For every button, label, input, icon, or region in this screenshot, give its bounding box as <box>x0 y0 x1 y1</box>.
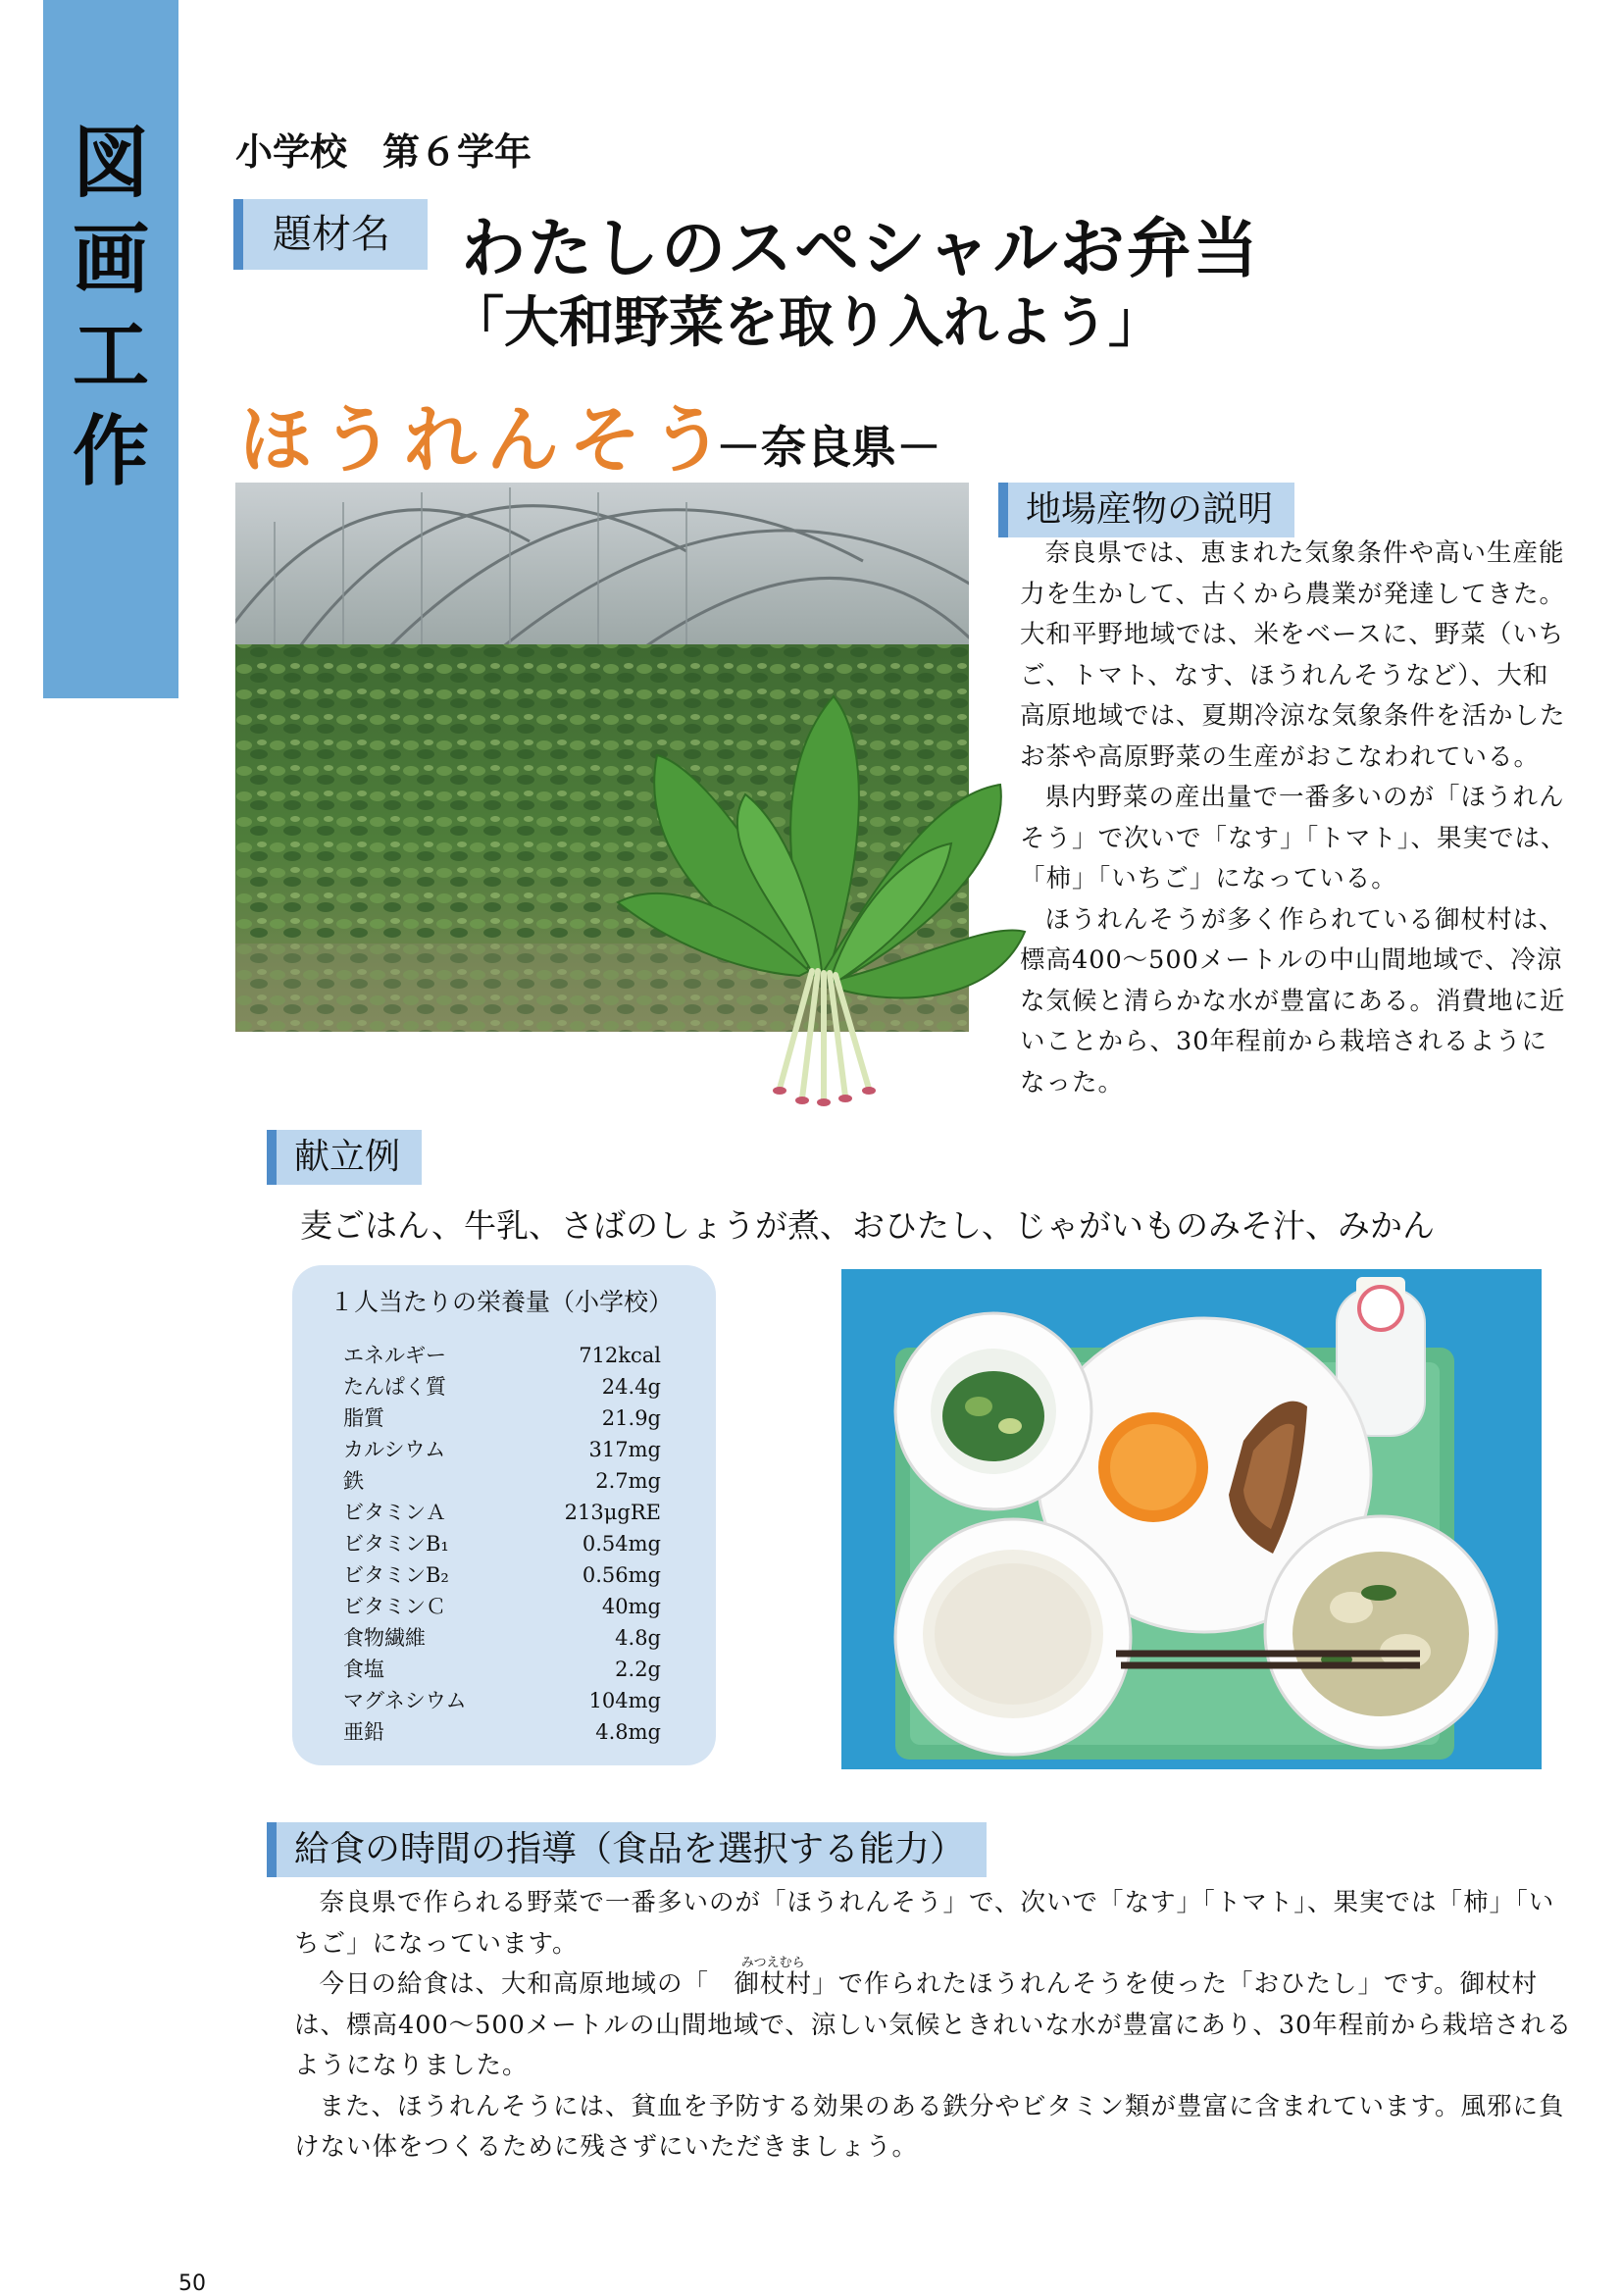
page-number: 50 <box>178 2271 206 2296</box>
nutrition-row <box>343 1716 661 1748</box>
nutrient-name: 食塩 <box>343 1658 384 1681</box>
nutrient-value: 104mg <box>588 1689 661 1712</box>
nutrient-name: 脂質 <box>343 1406 384 1430</box>
nutrition-row <box>343 1340 661 1371</box>
local-products-text <box>1020 534 1569 1103</box>
nutrient-value: 0.54mg <box>582 1532 661 1556</box>
subject-char: 作 <box>72 407 149 496</box>
guidance-text <box>294 1883 1579 2168</box>
vegetable-name: ほうれんそう <box>239 398 734 483</box>
nutrient-name: 亜鉛 <box>343 1720 384 1744</box>
nutrient-value: 40mg <box>601 1595 661 1618</box>
nutrient-value: 4.8g <box>615 1626 661 1650</box>
paragraph: ほうれんそうが多く作られている御杖村は、標高400～500メートルの中山間地域で、冷涼な気候と清らかな水が豊富にある。消費地に近いことから、30年程前から栽培されるようになった。 <box>1020 904 1566 1097</box>
nutrition-row <box>343 1528 661 1559</box>
nutrition-title: １人当たりの栄養量（小学校） <box>329 1288 674 1316</box>
nutrient-value: 0.56mg <box>582 1563 661 1587</box>
prefecture-name: －奈良県－ <box>716 421 941 474</box>
nutrient-name: 食物繊維 <box>343 1626 426 1650</box>
guidance-heading: 給食の時間の指導（食品を選択する能力） <box>267 1822 987 1877</box>
paragraph: 奈良県で作られる野菜で一番多いのが「ほうれんそう」で、次いで「なす」「トマト」、果実では「柿」「いちご」になっています。 <box>294 1888 1555 1959</box>
grade-line <box>235 122 532 176</box>
subject-char: 画 <box>72 215 149 304</box>
nutrient-name: ビタミンB₁ <box>343 1532 449 1556</box>
nutrient-value: 2.2g <box>615 1658 661 1681</box>
nutrition-row <box>343 1685 661 1716</box>
nutrition-table <box>343 1340 661 1748</box>
nutrient-value: 2.7mg <box>595 1469 661 1493</box>
nutrient-value: 213μgRE <box>564 1501 661 1524</box>
nutrient-name: ビタミンB₂ <box>343 1563 449 1587</box>
nutrient-name: マグネシウム <box>343 1689 467 1712</box>
nutrition-row <box>343 1497 661 1528</box>
nutrient-value: 4.8mg <box>595 1720 661 1744</box>
spinach-photo <box>579 677 1030 1108</box>
nutrient-value: 712kcal <box>579 1344 661 1367</box>
nutrition-row <box>343 1591 661 1622</box>
paragraph <box>294 1956 1579 2087</box>
nutrient-name: カルシウム <box>343 1438 446 1461</box>
text-segment: 今日の給食は、大和高原地域の「 <box>319 1969 710 1999</box>
text-segment: 」で作られたほうれんそうを使った「おひたし」です。御杖村は、標高400～500メートルの山間地域で、涼しい気候ときれいな水が豊富にあり、30年程前から栽培されるようになりました。 <box>294 1969 1573 2080</box>
nutrient-name: ビタミンＣ <box>343 1595 446 1618</box>
paragraph: 奈良県では、恵まれた気象条件や高い生産能力を生かして、古くから農業が発達してきた。大和平野地域では、米をベースに、野菜（いちご、トマト、なす、ほうれんそうなど）、大和高原地域では、夏期冷涼な気象条件を活かしたお茶や高原野菜の生産がおこなわれている。 <box>1020 538 1566 772</box>
local-products-heading: 地場産物の説明 <box>998 483 1294 537</box>
nutrition-row <box>343 1371 661 1403</box>
nutrition-row <box>343 1622 661 1654</box>
nutrient-name: ビタミンＡ <box>343 1501 446 1524</box>
paragraph: また、ほうれんそうには、貧血を予防する効果のある鉄分やビタミン類が豊富に含まれています。風邪に負けない体をつくるために残さずにいただきましょう。 <box>294 2091 1565 2162</box>
ruby-reading: みつえむら <box>740 1956 805 1970</box>
nutrient-name: エネルギー <box>343 1344 446 1367</box>
nutrient-value: 317mg <box>588 1438 661 1461</box>
nutrition-row <box>343 1465 661 1497</box>
grade-year: 第６学年 <box>382 130 532 174</box>
nutrition-row <box>343 1654 661 1685</box>
school-level: 小学校 <box>235 130 348 174</box>
nutrient-value: 21.9g <box>601 1406 661 1430</box>
nutrition-row <box>343 1403 661 1434</box>
subject-label <box>43 116 178 500</box>
nutrient-value: 24.4g <box>601 1375 661 1399</box>
nutrient-name: たんぱく質 <box>343 1375 446 1399</box>
theme-label: 題材名 <box>233 199 428 270</box>
subject-char: 図 <box>72 119 149 208</box>
subject-char: 工 <box>72 311 149 400</box>
page-subtitle: 「大和野菜を取り入れよう」 <box>449 290 1163 355</box>
nutrition-row <box>343 1559 661 1591</box>
nutrition-row <box>343 1434 661 1465</box>
menu-items: 麦ごはん、牛乳、さばのしょうが煮、おひたし、じゃがいものみそ汁、みかん <box>300 1206 1435 1245</box>
page-title: わたしのスペシャルお弁当 <box>461 210 1260 286</box>
ruby-word <box>709 1956 813 2006</box>
ruby-base: 御杖村 <box>734 1969 813 1999</box>
menu-heading: 献立例 <box>267 1130 422 1185</box>
school-lunch-photo <box>841 1269 1542 1769</box>
paragraph: 県内野菜の産出量で一番多いのが「ほうれんそう」で次いで「なす」「トマト」、果実では、「柿」「いちご」になっている。 <box>1020 783 1567 893</box>
nutrient-name: 鉄 <box>343 1469 364 1493</box>
